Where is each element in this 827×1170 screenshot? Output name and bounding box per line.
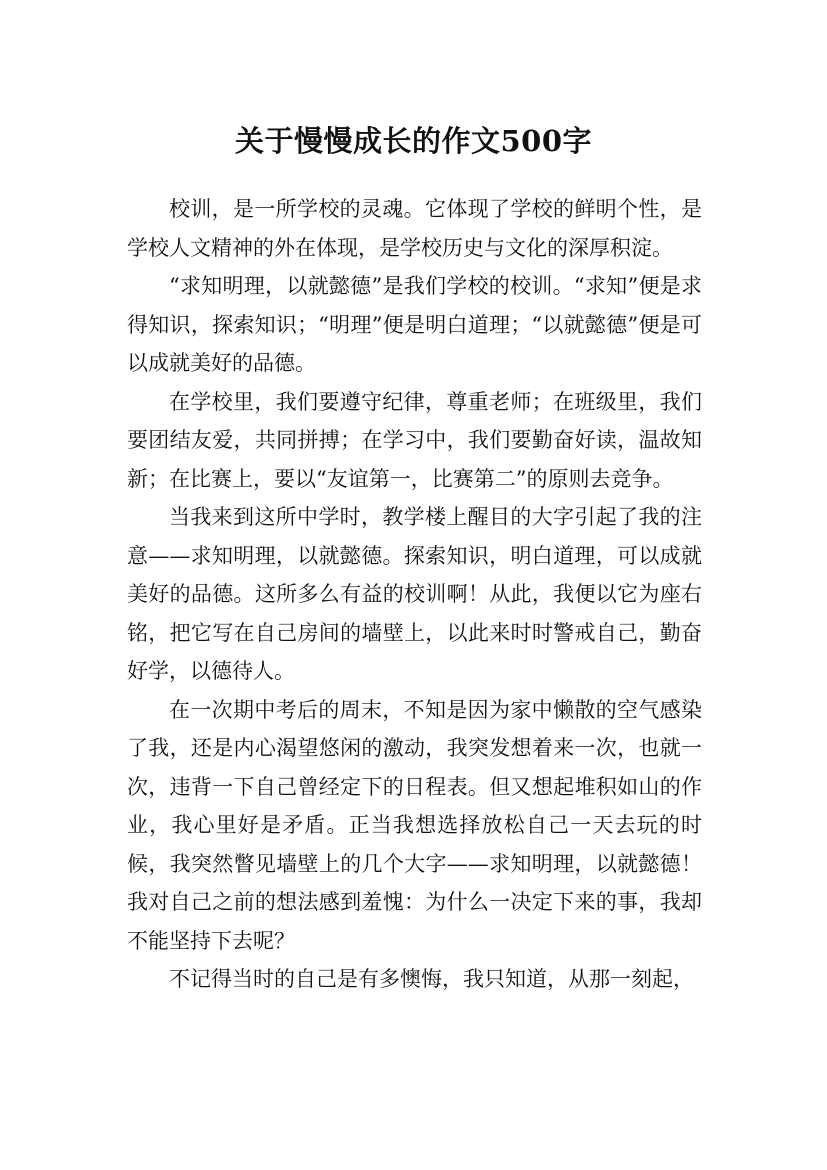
paragraph: 校训，是一所学校的灵魂。它体现了学校的鲜明个性，是学校人文精神的外在体现，是学校历史与文化的深厚积淀。	[127, 197, 702, 260]
paragraph: 不记得当时的自己是有多懊悔，我只知道，从那一刻起，	[169, 967, 694, 991]
paragraph: 在一次期中考后的周末，不知是因为家中懒散的空气感染了我，还是内心渴望悠闲的激动，我突发想着来一次，也就一次，违背一下自己曾经定下的日程表。但又想起堆积如山的作业，我心里好是矛盾。正当我想选择放松自己一天去玩的时候，我突然瞥见墙壁上的几个大字——求知明理，以就懿德！我对自己之前的想法感到羞愧：为什么一决定下来的事，我却不能坚持下去呢？	[127, 697, 702, 953]
paragraph: “求知明理，以就懿德”是我们学校的校训。“求知”便是求得知识，探索知识；“明理”便是明白道理；“以就懿德”便是可以成就美好的品德。	[127, 274, 702, 375]
paragraph: 在学校里，我们要遵守纪律，尊重老师；在班级里，我们要团结友爱，共同拼搏；在学习中，我们要勤奋好读，温故知新；在比赛上，要以“友谊第一，比赛第二”的原则去竞争。	[127, 389, 702, 491]
document-title: 关于慢慢成长的作文500字	[234, 124, 593, 159]
paragraph: 当我来到这所中学时，教学楼上醒目的大字引起了我的注意——求知明理，以就懿德。探索知识，明白道理，可以成就美好的品德。这所多么有益的校训啊！从此，我便以它为座右铭，把它写在自己房间的墙壁上，以此来时时警戒自己，勤奋好学，以德待人。	[127, 505, 702, 683]
document-body	[127, 190, 702, 999]
